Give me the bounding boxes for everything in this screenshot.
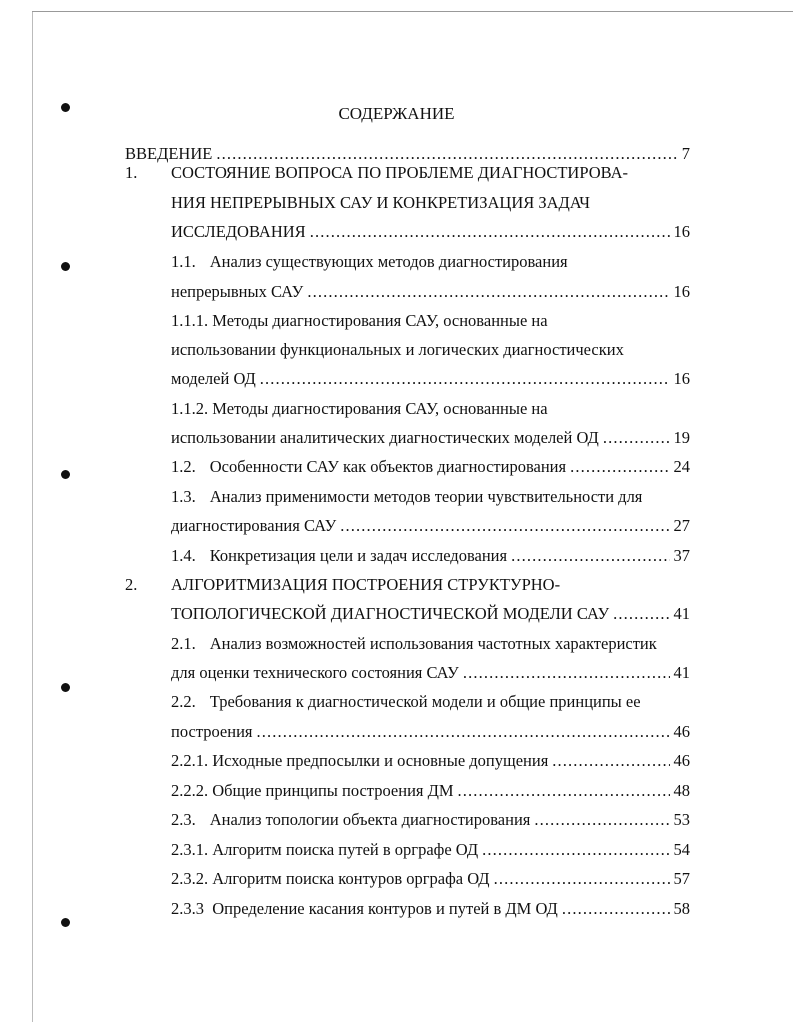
toc-leader xyxy=(482,840,669,860)
toc-number: 2.2.1. xyxy=(171,751,209,770)
toc-page-number: 41 xyxy=(673,604,690,623)
toc-entry[interactable] xyxy=(125,144,690,164)
scan-top-edge xyxy=(32,11,793,12)
toc-entry-label: Определение касания контуров и путей в ДМ ОД xyxy=(212,899,558,918)
binder-hole-icon xyxy=(61,918,70,927)
toc-entry-label: Алгоритм поиска путей в орграфе ОД xyxy=(212,840,479,859)
toc-entry-line[interactable]: СОСТОЯНИЕ ВОПРОСА ПО ПРОБЛЕМЕ ДИАГНОСТИРОВА- xyxy=(171,163,629,182)
toc-leader xyxy=(494,869,670,889)
toc-leader xyxy=(562,899,670,919)
toc-number: 1.4. xyxy=(171,546,196,565)
toc-entry[interactable] xyxy=(171,546,690,566)
toc-page-number: 46 xyxy=(673,722,690,741)
toc-number: 2.3.3 xyxy=(171,899,204,918)
toc-entry-label: Особенности САУ как объектов диагностирования xyxy=(209,457,567,476)
toc-entry-line[interactable] xyxy=(171,487,642,507)
toc-page-number: 58 xyxy=(673,899,690,918)
toc-entry-label: ИССЛЕДОВАНИЯ xyxy=(171,222,306,241)
toc-entry-label: Анализ существующих методов диагностирования xyxy=(209,252,568,271)
toc-page-number: 16 xyxy=(673,282,690,301)
toc-number: 2.3.2. xyxy=(171,869,209,888)
toc-page-number: 37 xyxy=(673,546,690,565)
toc-entry[interactable] xyxy=(171,282,690,302)
toc-page-number: 53 xyxy=(673,810,690,829)
toc-entry[interactable] xyxy=(171,810,690,830)
toc-number: 2. xyxy=(125,575,138,594)
toc-entry-label: Методы диагностирования САУ, основанные на xyxy=(212,399,548,418)
toc-entry-label: построения xyxy=(171,722,253,741)
toc-leader xyxy=(534,810,669,830)
toc-leader xyxy=(257,722,670,742)
toc-leader xyxy=(552,751,669,771)
toc-number: 1.3. xyxy=(171,487,196,506)
toc-entry-label: Исходные предпосылки и основные допущения xyxy=(212,751,549,770)
toc-number: 1.1.2. xyxy=(171,399,209,418)
toc-number: 1.1.1. xyxy=(171,311,209,330)
toc-entry[interactable] xyxy=(171,722,690,742)
toc-leader xyxy=(603,428,670,448)
toc-page-number: 19 xyxy=(673,428,690,447)
toc-number: 1. xyxy=(125,163,138,182)
toc-entry[interactable] xyxy=(171,751,690,771)
toc-entry-line[interactable]: НИЯ НЕПРЕРЫВНЫХ САУ И КОНКРЕТИЗАЦИЯ ЗАДАЧ xyxy=(171,193,590,212)
toc-entry-label: непрерывных САУ xyxy=(171,282,304,301)
toc-leader xyxy=(260,369,670,389)
toc-entry-label: Анализ применимости методов теории чувствительности для xyxy=(209,487,643,506)
toc-entry-label: моделей ОД xyxy=(171,369,256,388)
toc-entry[interactable] xyxy=(171,516,690,536)
toc-entry-label: диагностирования САУ xyxy=(171,516,337,535)
toc-page-number: 41 xyxy=(673,663,690,682)
toc-leader xyxy=(340,516,669,536)
toc-entry-label: Анализ возможностей использования частотных характеристик xyxy=(209,634,657,653)
toc-entry-line[interactable]: АЛГОРИТМИЗАЦИЯ ПОСТРОЕНИЯ СТРУКТУРНО- xyxy=(171,575,561,594)
toc-number: 1.1. xyxy=(171,252,196,271)
toc-entry-label: Анализ топологии объекта диагностирования xyxy=(209,810,531,829)
scan-left-edge xyxy=(32,12,33,1022)
page-title: СОДЕРЖАНИЕ xyxy=(338,104,455,123)
toc-entry-label: для оценки технического состояния САУ xyxy=(171,663,459,682)
toc-entry-line[interactable] xyxy=(171,692,641,712)
toc-entry-label: Алгоритм поиска контуров орграфа ОД xyxy=(212,869,490,888)
toc-page-number: 16 xyxy=(673,369,690,388)
toc-leader xyxy=(463,663,670,683)
binder-hole-icon xyxy=(61,470,70,479)
toc-page-number: 16 xyxy=(673,222,690,241)
toc-number: 2.3. xyxy=(171,810,196,829)
toc-entry[interactable] xyxy=(171,604,690,624)
toc-leader xyxy=(570,457,669,477)
toc-entry-line[interactable] xyxy=(171,252,568,272)
toc-page-number: 46 xyxy=(673,751,690,770)
toc-page-number: 54 xyxy=(673,840,690,859)
toc-leader xyxy=(307,282,669,302)
toc-page-number: 27 xyxy=(673,516,690,535)
toc-entry[interactable] xyxy=(171,222,690,242)
toc-number: 1.2. xyxy=(171,457,196,476)
toc-number: 2.3.1. xyxy=(171,840,209,859)
toc-entry[interactable] xyxy=(171,781,690,801)
toc-number: 2.1. xyxy=(171,634,196,653)
toc-page-number: 7 xyxy=(681,144,690,163)
toc-entry[interactable] xyxy=(171,663,690,683)
toc-entry[interactable] xyxy=(171,457,690,477)
toc-number: 2.2. xyxy=(171,692,196,711)
toc-entry-line[interactable] xyxy=(171,634,657,654)
toc-entry[interactable] xyxy=(171,899,690,919)
toc-entry[interactable] xyxy=(171,369,690,389)
toc-entry-line[interactable]: использовании функциональных и логических диагностических xyxy=(171,340,624,359)
toc-entry-label: Общие принципы построения ДМ xyxy=(212,781,454,800)
toc-entry[interactable] xyxy=(171,869,690,889)
toc-entry[interactable] xyxy=(171,428,690,448)
toc-entry-line[interactable] xyxy=(171,311,548,331)
toc-leader xyxy=(310,222,670,242)
toc-leader xyxy=(216,144,677,164)
toc-entry[interactable] xyxy=(171,840,690,860)
binder-hole-icon xyxy=(61,262,70,271)
binder-hole-icon xyxy=(61,683,70,692)
toc-page-number: 57 xyxy=(673,869,690,888)
toc-entry-label: Конкретизация цели и задач исследования xyxy=(209,546,508,565)
toc-entry-label: использовании аналитических диагностических моделей ОД xyxy=(171,428,599,447)
toc-leader xyxy=(613,604,669,624)
toc-entry-label: Требования к диагностической модели и общие принципы ее xyxy=(209,692,641,711)
toc-entry-label: Методы диагностирования САУ, основанные на xyxy=(212,311,548,330)
toc-entry-line[interactable] xyxy=(171,399,548,419)
toc-number: 2.2.2. xyxy=(171,781,209,800)
toc-leader xyxy=(511,546,669,566)
toc-entry-label: ВВЕДЕНИЕ xyxy=(125,144,213,163)
toc-page-number: 24 xyxy=(673,457,690,476)
toc-leader xyxy=(458,781,670,801)
toc-entry-label: ТОПОЛОГИЧЕСКОЙ ДИАГНОСТИЧЕСКОЙ МОДЕЛИ САУ xyxy=(171,604,610,623)
toc-page-number: 48 xyxy=(673,781,690,800)
